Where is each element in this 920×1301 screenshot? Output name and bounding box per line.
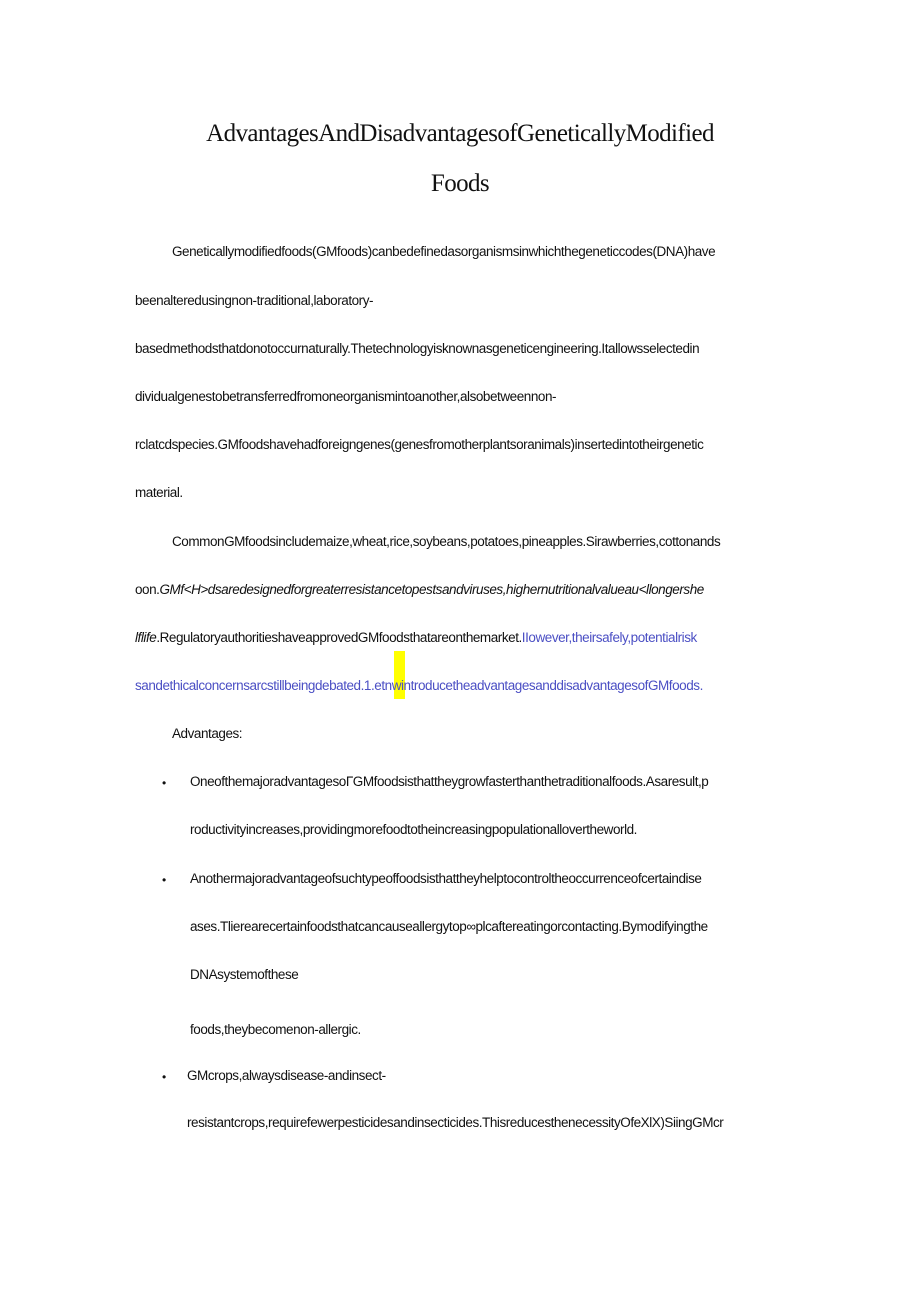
- bullet-line: OneofthemajoradvantagesoΓGMfoodsisthattheygrowfasterthanthetraditionalfoods.Asaresult,p: [190, 774, 709, 789]
- intro-line: beenalteredusingnon-traditional,laboratory-: [135, 293, 374, 308]
- common-line: [135, 629, 697, 647]
- common-italic-text: GMf<H>dsaredesignedforgreaterresistancetopestsandviruses,highernutritionalvalueau<llongershe: [159, 582, 704, 597]
- intro-line: dividualgenestobetransferredfromoneorganismintoanother,alsobetweennon-: [135, 389, 557, 404]
- highlighted-text: 1: [363, 678, 371, 693]
- intro-line: Geneticallymodifiedfoods(GMfoods)canbedefinedasorganismsinwhichthegeneticcodes(DNA)have: [172, 244, 716, 259]
- bullet-icon: •: [162, 873, 167, 887]
- common-text: oon.: [135, 582, 160, 597]
- common-line: CommonGMfoodsincludemaize,wheat,rice,soybeans,potatoes,pineapples.Sirawberries,cottonands: [172, 534, 721, 549]
- document-title-line-1: AdvantagesAndDisadvantagesofGeneticallyModified: [206, 120, 714, 147]
- common-line: [135, 581, 704, 599]
- bullet-line: DNAsystemofthese: [190, 967, 299, 982]
- common-line: [135, 677, 703, 695]
- blue-text: .etnwintroducetheadvantagesanddisadvantagesofGMfoods.: [370, 678, 703, 693]
- common-italic-text: lflife: [135, 630, 157, 645]
- common-text: .RegulatoryauthoritieshaveapprovedGMfoodsthatareonthemarket.: [156, 630, 522, 645]
- bullet-line: roductivityincreases,providingmorefoodtotheincreasingpopulationallovertheworld.: [190, 822, 637, 837]
- intro-line: rclatcdspecies.GMfoodshavehadforeigngenes(genesfromotherplantsoranimals)insertedintotheirgenetic: [135, 437, 704, 452]
- intro-line: basedmethodsthatdonotoccurnaturally.Thetechnologyisknownasgeneticengineering.Itallowsselectedin: [135, 341, 700, 356]
- advantages-heading: Advantages:: [172, 726, 243, 741]
- bullet-line: foods,theybecomenon-allergic.: [190, 1022, 361, 1037]
- intro-line: material.: [135, 485, 183, 500]
- bullet-line: resistantcrops,requirefewerpesticidesandinsecticides.ThisreducesthenecessityOfeXlX)SiingGMcr: [187, 1115, 724, 1130]
- document-title-line-2: Foods: [430, 170, 490, 197]
- bullet-line: Anothermajoradvantageofsuchtypeoffoodsisthattheyhelptocontroltheoccurrenceofcertaindise: [190, 871, 702, 886]
- bullet-line: ases.Tlierearecertainfoodsthatcancauseallergytop∞plcaftereatingorcontacting.Bymodifyingthe: [190, 919, 708, 934]
- bullet-line: GMcrops,alwaysdisease-andinsect-: [187, 1068, 386, 1083]
- blue-text: sandethicalconcernsarcstillbeingdebated.: [135, 678, 364, 693]
- bullet-icon: •: [162, 776, 167, 790]
- bullet-icon: •: [162, 1070, 167, 1084]
- blue-text: IIowever,theirsafely,potentialrisk: [521, 630, 697, 645]
